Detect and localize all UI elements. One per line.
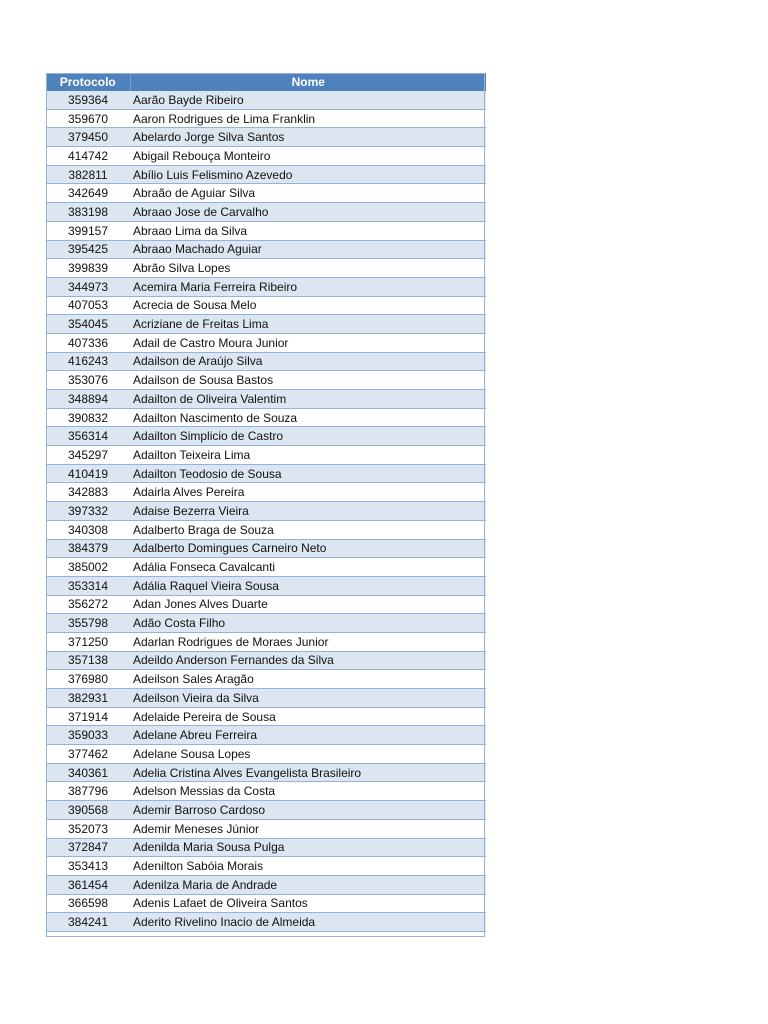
protocolo-cell: 371914: [46, 707, 130, 726]
nome-cell: Adarlan Rodrigues de Moraes Junior: [130, 632, 486, 651]
protocolo-cell: 366598: [46, 894, 130, 913]
protocolo-cell: 382811: [46, 165, 130, 184]
table-row: [46, 819, 486, 838]
protocolo-cell: 353413: [46, 857, 130, 876]
protocolo-cell: 371250: [46, 632, 130, 651]
nome-cell: Adailson de Sousa Bastos: [130, 371, 486, 390]
column-header-nome: Nome: [130, 73, 486, 91]
table-row: [46, 203, 486, 222]
nome-cell: Acemira Maria Ferreira Ribeiro: [130, 277, 486, 296]
table-row: [46, 558, 486, 577]
protocolo-cell: 359033: [46, 726, 130, 745]
table-row: [46, 707, 486, 726]
nome-cell: Adailton Teodosio de Sousa: [130, 464, 486, 483]
nome-cell: Abelardo Jorge Silva Santos: [130, 128, 486, 147]
nome-cell: Acriziane de Freitas Lima: [130, 315, 486, 334]
table-row: [46, 184, 486, 203]
table-row: [46, 875, 486, 894]
table-row: [46, 427, 486, 446]
nome-cell: Adelane Abreu Ferreira: [130, 726, 486, 745]
table-row: [46, 109, 486, 128]
table-row: [46, 147, 486, 166]
nome-cell: Abílio Luis Felismino Azevedo: [130, 165, 486, 184]
table-body: [46, 91, 486, 931]
nome-cell: Adelia Cristina Alves Evangelista Brasileiro: [130, 763, 486, 782]
protocolo-cell: 384241: [46, 913, 130, 932]
protocolo-cell: 379450: [46, 128, 130, 147]
table-row: [46, 913, 486, 932]
nome-cell: Acrecia de Sousa Melo: [130, 296, 486, 315]
nome-cell: Abraao Lima da Silva: [130, 221, 486, 240]
table-row: [46, 352, 486, 371]
nome-cell: Adail de Castro Moura Junior: [130, 333, 486, 352]
nome-cell: Adalberto Braga de Souza: [130, 520, 486, 539]
protocolo-cell: 354045: [46, 315, 130, 334]
protocolo-cell: 372847: [46, 838, 130, 857]
protocol-name-table: [46, 73, 486, 932]
protocolo-cell: 399839: [46, 259, 130, 278]
nome-cell: Aderito Rivelino Inacio de Almeida: [130, 913, 486, 932]
protocolo-cell: 359670: [46, 109, 130, 128]
protocolo-cell: 356272: [46, 595, 130, 614]
table-row: [46, 128, 486, 147]
nome-cell: Adelane Sousa Lopes: [130, 745, 486, 764]
protocolo-cell: 345297: [46, 446, 130, 465]
protocolo-cell: 342883: [46, 483, 130, 502]
table-row: [46, 483, 486, 502]
protocolo-cell: 390568: [46, 801, 130, 820]
protocolo-cell: 395425: [46, 240, 130, 259]
nome-cell: Adailton Simplicio de Castro: [130, 427, 486, 446]
protocolo-cell: 361454: [46, 875, 130, 894]
nome-cell: Abrão Silva Lopes: [130, 259, 486, 278]
protocolo-cell: 390832: [46, 408, 130, 427]
table-row: [46, 670, 486, 689]
protocolo-cell: 414742: [46, 147, 130, 166]
table-row: [46, 782, 486, 801]
nome-cell: Abraão de Aguiar Silva: [130, 184, 486, 203]
table-row: [46, 371, 486, 390]
nome-cell: Adenilda Maria Sousa Pulga: [130, 838, 486, 857]
nome-cell: Adeilson Vieira da Silva: [130, 689, 486, 708]
protocolo-cell: 340361: [46, 763, 130, 782]
table-row: [46, 259, 486, 278]
protocolo-cell: 407336: [46, 333, 130, 352]
table-row: [46, 446, 486, 465]
nome-cell: Adenilton Sabóia Morais: [130, 857, 486, 876]
protocolo-cell: 383198: [46, 203, 130, 222]
column-header-protocolo: Protocolo: [46, 73, 130, 91]
nome-cell: Adeilson Sales Aragão: [130, 670, 486, 689]
nome-cell: Adailson de Araújo Silva: [130, 352, 486, 371]
protocolo-cell: 356314: [46, 427, 130, 446]
table-row: [46, 408, 486, 427]
protocolo-cell: 342649: [46, 184, 130, 203]
table-row: [46, 277, 486, 296]
table-row: [46, 502, 486, 521]
protocolo-cell: 382931: [46, 689, 130, 708]
nome-cell: Adelson Messias da Costa: [130, 782, 486, 801]
protocolo-cell: 385002: [46, 558, 130, 577]
protocolo-cell: 397332: [46, 502, 130, 521]
nome-cell: Adália Fonseca Cavalcanti: [130, 558, 486, 577]
nome-cell: Adaise Bezerra Vieira: [130, 502, 486, 521]
protocolo-cell: 340308: [46, 520, 130, 539]
protocolo-cell: 387796: [46, 782, 130, 801]
table-row: [46, 539, 486, 558]
nome-cell: Adailton Nascimento de Souza: [130, 408, 486, 427]
protocolo-cell: 357138: [46, 651, 130, 670]
protocolo-cell: 410419: [46, 464, 130, 483]
table-header-row: [46, 73, 486, 91]
nome-cell: Adália Raquel Vieira Sousa: [130, 576, 486, 595]
table-row: [46, 894, 486, 913]
table-row: [46, 838, 486, 857]
protocolo-cell: 344973: [46, 277, 130, 296]
table-row: [46, 221, 486, 240]
protocolo-cell: 399157: [46, 221, 130, 240]
nome-cell: Adenilza Maria de Andrade: [130, 875, 486, 894]
table-row: [46, 576, 486, 595]
nome-cell: Abigail Rebouça Monteiro: [130, 147, 486, 166]
table-row: [46, 520, 486, 539]
nome-cell: Adenis Lafaet de Oliveira Santos: [130, 894, 486, 913]
table-row: [46, 595, 486, 614]
protocolo-cell: 359364: [46, 91, 130, 109]
nome-cell: Adeildo Anderson Fernandes da Silva: [130, 651, 486, 670]
table-row: [46, 857, 486, 876]
table-row: [46, 726, 486, 745]
protocolo-cell: 376980: [46, 670, 130, 689]
nome-cell: Adailton Teixeira Lima: [130, 446, 486, 465]
table-row: [46, 689, 486, 708]
protocolo-cell: 353076: [46, 371, 130, 390]
nome-cell: Abraao Jose de Carvalho: [130, 203, 486, 222]
nome-cell: Abraao Machado Aguiar: [130, 240, 486, 259]
table-row: [46, 632, 486, 651]
table-row: [46, 333, 486, 352]
protocolo-cell: 416243: [46, 352, 130, 371]
table-row: [46, 763, 486, 782]
nome-cell: Adalberto Domingues Carneiro Neto: [130, 539, 486, 558]
table-row: [46, 240, 486, 259]
nome-cell: Aaron Rodrigues de Lima Franklin: [130, 109, 486, 128]
protocolo-cell: 353314: [46, 576, 130, 595]
nome-cell: Adelaide Pereira de Sousa: [130, 707, 486, 726]
protocolo-cell: 407053: [46, 296, 130, 315]
table-row: [46, 614, 486, 633]
table-row: [46, 296, 486, 315]
table-row: [46, 745, 486, 764]
nome-cell: Adão Costa Filho: [130, 614, 486, 633]
protocolo-cell: 348894: [46, 390, 130, 409]
table-row: [46, 651, 486, 670]
protocolo-cell: 377462: [46, 745, 130, 764]
nome-cell: Adairla Alves Pereira: [130, 483, 486, 502]
protocolo-cell: 352073: [46, 819, 130, 838]
table-row: [46, 315, 486, 334]
protocolo-cell: 355798: [46, 614, 130, 633]
nome-cell: Adailton de Oliveira Valentim: [130, 390, 486, 409]
nome-cell: Aarão Bayde Ribeiro: [130, 91, 486, 109]
table-row: [46, 464, 486, 483]
table-row: [46, 91, 486, 109]
protocolo-cell: 384379: [46, 539, 130, 558]
table-row: [46, 165, 486, 184]
nome-cell: Ademir Barroso Cardoso: [130, 801, 486, 820]
table-row: [46, 801, 486, 820]
table-row: [46, 390, 486, 409]
nome-cell: Ademir Meneses Júnior: [130, 819, 486, 838]
nome-cell: Adan Jones Alves Duarte: [130, 595, 486, 614]
